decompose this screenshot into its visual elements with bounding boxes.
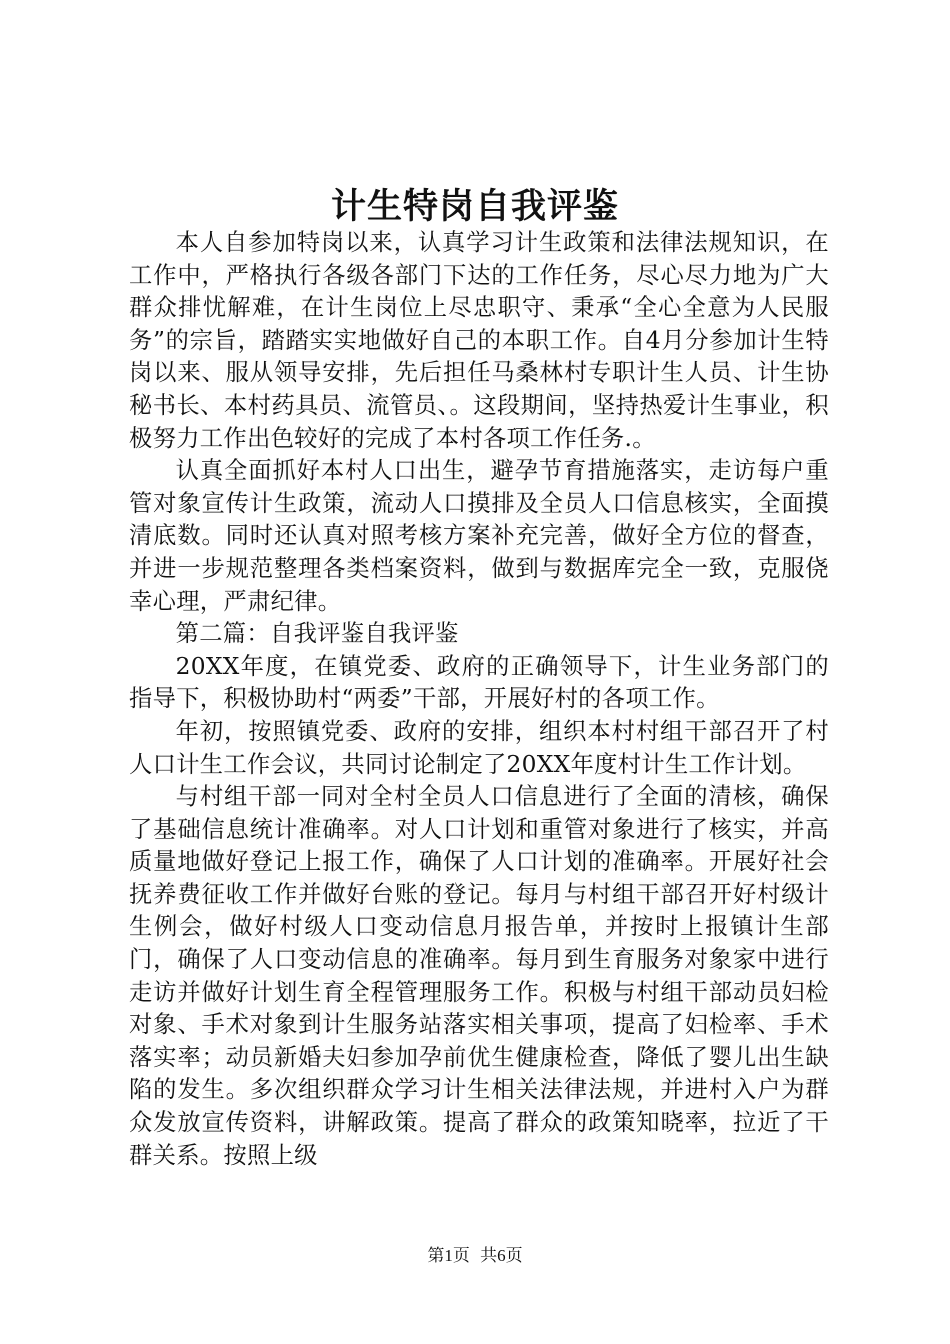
page-total: 共6页: [480, 1246, 523, 1265]
page-number: 第1页: [427, 1246, 470, 1265]
document-title: 计生特岗自我评鉴: [330, 186, 619, 227]
paragraph-1: 本人自参加特岗以来，认真学习计生政策和法律法规知识，在工作中，严格执行各级各部门下达的工作任务，尽心尽力地为广大群众排忧解难，在计生岗位上尽忠职守、秉承“全心全意为人民服务”的宗旨，踏踏实实地做好自己的本职工作。自4月分参加计生特岗以来、服从领导安排，先后担任马桑林村专职计生人员、计生协秘书长、本村药具员、流管员、。这段期间，坚持热爱计生事业，积极努力工作出色较好的完成了本村各项工作任务.。: [129, 229, 829, 452]
document-body: [129, 227, 829, 1172]
paragraph-2: 认真全面抓好本村人口出生，避孕节育措施落实，走访每户重管对象宣传计生政策，流动人口摸排及全员人口信息核实，全面摸清底数。同时还认真对照考核方案补充完善，做好全方位的督查，并进一步规范整理各类档案资料，做到与数据库完全一致，克服侥幸心理，严肃纪律。: [129, 457, 829, 615]
paragraph-5: 与村组干部一同对全村全员人口信息进行了全面的清核，确保了基础信息统计准确率。对人口计划和重管对象进行了核实，并高质量地做好登记上报工作，确保了人口计划的准确率。开展好社会抚养费征收工作并做好台账的登记。每月与村组干部召开好村级计生例会，做好村级人口变动信息月报告单，并按时上报镇计生部门，确保了人口变动信息的准确率。每月到生育服务对象家中进行走访并做好计划生育全程管理服务工作。积极与村组干部动员妇检对象、手术对象到计生服务站落实相关事项，提高了妇检率、手术落实率；动员新婚夫妇参加孕前优生健康检查，降低了婴儿出生缺陷的发生。多次组织群众学习计生相关法律法规，并进村入户为群众发放宣传资料，讲解政策。提高了群众的政策知晓率，拉近了干群关系。按照上级: [129, 783, 829, 1169]
paragraph-4: 年初，按照镇党委、政府的安排，组织本村村组干部召开了村人口计生工作会议，共同讨论制定了20XX年度村计生工作计划。: [129, 717, 829, 778]
paragraph-3: 20XX年度，在镇党委、政府的正确领导下，计生业务部门的指导下，积极协助村“两委”干部，开展好村的各项工作。: [129, 652, 829, 713]
page-footer: [0, 1244, 950, 1268]
section-heading: 第二篇：自我评鉴自我评鉴: [175, 620, 459, 648]
